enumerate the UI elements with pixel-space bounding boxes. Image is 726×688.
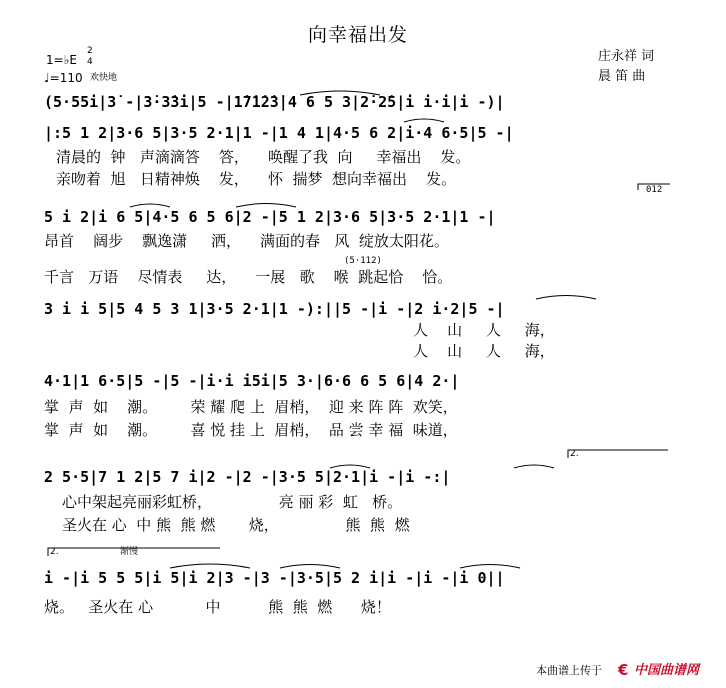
volta-marker-row-6: 2.	[570, 449, 579, 459]
lyrics-row-1-verse-2: 亲吻着 旭 日精神焕 发， 怀 揣梦 想向幸福出 发。	[56, 170, 457, 188]
notation-row-1: |:5 1 2|3·6 5|3·5 2·1|1 -|1 4 1|4·5 6 2|i·4 6·5|5 -|	[44, 124, 514, 142]
key-signature: 1=♭E	[46, 53, 77, 67]
tempo-marking: ♩=110	[44, 71, 83, 85]
notation-row-4: 3 i i 5|5 4 5 3 1|3·5 2·1|1 -):||5 -|i -|2 i·2|5 -|	[44, 300, 505, 318]
site-logo-icon: €	[618, 661, 629, 679]
composer-credit: 晨 笛 曲	[598, 69, 646, 84]
notation-row-6: 2 5·5|7 1 2|5 7 i|2 -|2 -|3·5 5|2·1|i -|i -:|	[44, 468, 451, 486]
pickup-notes-small: 012	[646, 185, 663, 195]
notation-row-2: 5 i 2|i 6 5|4·5 6 5 6|2 -|5 1 2|3·6 5|3·5 2·1|1 -|	[44, 208, 496, 226]
lyrics-row-4-verse-1: 人 山 人 海，	[413, 321, 555, 339]
lyrics-row-2: 昂首 阔步 飘逸潇 洒， 满面的春 风 绽放太阳花。	[44, 232, 449, 250]
time-signature-bottom: 4	[87, 57, 93, 67]
volta-marker-row-7: 2.	[50, 547, 59, 557]
song-title: 向幸福出发	[308, 24, 409, 46]
lyrics-row-5-verse-2: 掌 声 如 潮。 喜 悦 挂 上 眉梢， 品 尝 幸 福 味道，	[44, 421, 458, 439]
notation-row-5: 4·1|1 6·5|5 -|5 -|i·i i5i|5 3·|6·6 6 5 6|4 2·|	[44, 372, 460, 390]
lyrics-row-5-verse-1: 掌 声 如 潮。 荣 耀 爬 上 眉梢， 迎 来 阵 阵 欢笑，	[44, 398, 458, 416]
lyrics-row-6-verse-2: 圣火在 心 中 熊 熊 燃 烧， 熊 熊 燃	[62, 516, 410, 534]
time-signature-top: 2	[87, 46, 93, 56]
site-name-link[interactable]: 中国曲谱网	[634, 663, 700, 678]
upload-notice: 本曲谱上传于	[536, 664, 602, 677]
lyrics-row-3: 千言 万语 尽情表 达， 一展 歌 喉 跳起恰 恰。	[44, 268, 453, 286]
tempo-mark-ritardando: 渐慢	[120, 547, 139, 557]
notation-row-intro: (5·55i|3̇ -|3̇·3̇3̇i|5 -|1̇7̇1̇2̇3̇|4 6 5 3|2̇·2̇5|i i·i|i -)|	[44, 93, 505, 111]
lyrics-row-4-verse-2: 人 山 人 海，	[413, 342, 555, 360]
ossia-notes-small: (5·112)	[344, 256, 382, 266]
lyrics-row-6-verse-1: 心中架起亮丽彩虹桥， 亮 丽 彩 虹 桥。	[62, 493, 403, 511]
lyrics-row-1-verse-1: 清晨的 钟 声滴滴答 答， 唤醒了我 向 幸福出 发。	[56, 148, 471, 166]
notation-row-7: i -|i 5 5 5|i 5|i 2|3 -|3 -|3·5|5 2 i|i -|i -|i 0||	[44, 569, 505, 587]
lyrics-row-7: 烧。 圣火在 心 中 熊 熊 燃 烧！	[44, 598, 391, 616]
tempo-text: 欢快地	[90, 73, 118, 83]
lyricist-credit: 庄永祥 词	[598, 49, 655, 64]
